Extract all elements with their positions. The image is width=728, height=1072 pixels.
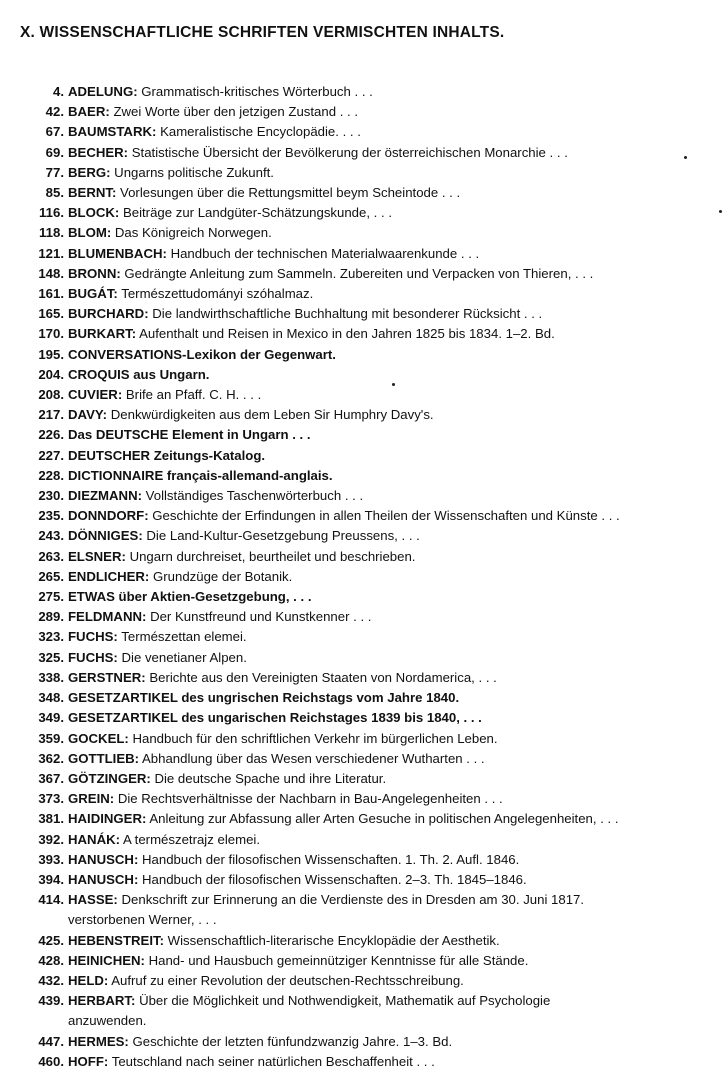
entry-text: [64, 203, 392, 223]
entry-title: Brife an Pfaff. C. H. . . .: [125, 387, 262, 403]
entry-number: 392.: [38, 831, 64, 847]
entry-text: [64, 931, 500, 951]
entry-author: ADELUNG:: [68, 84, 138, 99]
entry-author: BRONN:: [68, 265, 121, 281]
entry-number: 265.: [38, 568, 64, 584]
list-item: [0, 1052, 728, 1072]
entry-number: 217.: [38, 407, 64, 423]
entry-number: 243.: [38, 528, 64, 544]
entry-author: DEUTSCHER Zeitungs-Katalog.: [68, 447, 266, 463]
entry-title: Anleitung zur Abfassung aller Arten Gesuche in politischen Angelegenheiten, . . .: [149, 811, 619, 827]
entry-title: Über die Möglichkeit und Nothwendigkeit, Mathematik auf Psychologie: [139, 993, 551, 1009]
entry-text: [64, 991, 550, 1011]
entry-number: 414.: [38, 892, 64, 908]
entry-text: [64, 446, 265, 466]
entry-text: [64, 385, 261, 405]
entry-author: FUCHS:: [68, 629, 118, 645]
list-item: [0, 203, 728, 223]
entry-text: [64, 870, 527, 890]
entry-title: Handbuch der filosofischen Wissenschaften. 1. Th. 2. Aufl. 1846.: [142, 851, 520, 867]
entry-number: 275.: [38, 589, 64, 605]
entry-text: [64, 345, 336, 365]
entry-text: [64, 143, 568, 163]
entry-text: [64, 668, 497, 688]
list-item: [0, 830, 728, 850]
entry-author: CUVIER:: [68, 387, 123, 403]
list-item: [0, 789, 728, 809]
entry-text: [64, 769, 386, 789]
entry-author: HERMES:: [68, 1033, 129, 1049]
entry-text: [64, 82, 373, 102]
entry-title: Geschichte der letzten fünfundzwanzig Jahre. 1–3. Bd.: [132, 1033, 453, 1049]
entry-title: Ungarn durchreiset, beurtheilet und beschrieben.: [129, 548, 416, 564]
entry-author: GERSTNER:: [68, 669, 146, 685]
entry-author: BAUMSTARK:: [68, 124, 157, 140]
entry-text: [64, 648, 247, 668]
entry-author: HEINICHEN:: [68, 952, 145, 968]
entry-author: FELDMANN:: [68, 609, 147, 625]
list-item: [0, 971, 728, 991]
entry-author: BLOM:: [68, 225, 112, 241]
entry-author: Das DEUTSCHE Element in Ungarn . . .: [68, 427, 311, 443]
list-item: [0, 708, 728, 728]
list-item: [0, 668, 728, 688]
entry-number: 460.: [38, 1053, 64, 1069]
entry-title: Die landwirthschaftliche Buchhaltung mit besonderer Rücksicht . . .: [152, 306, 543, 322]
entry-continuation: anzuwenden.: [68, 1013, 147, 1029]
entry-title: Geschichte der Erfindungen in allen Theilen der Wissenschaften und Künste . . .: [152, 508, 620, 524]
list-item: [0, 749, 728, 769]
list-item: [0, 627, 728, 647]
entry-text: [64, 526, 420, 546]
entry-text: [64, 708, 482, 728]
list-item: [0, 729, 728, 749]
entry-number: 235.: [38, 508, 64, 524]
list-item: [0, 102, 728, 122]
entry-number: 77.: [45, 164, 64, 180]
entry-title: Természettudományi szóhalmaz.: [121, 286, 314, 302]
list-item: [0, 122, 728, 142]
list-item: [0, 850, 728, 870]
list-item: [0, 304, 728, 324]
entry-author: GOTTLIEB:: [68, 750, 140, 766]
entry-text: [64, 405, 434, 425]
entry-author: BLUMENBACH:: [68, 245, 167, 261]
entry-author: BURCHARD:: [68, 306, 149, 322]
entry-number: 195.: [38, 346, 64, 362]
entry-number: 263.: [38, 548, 64, 564]
list-item: [0, 607, 728, 627]
entry-number: 226.: [38, 427, 64, 443]
entry-author: FUCHS:: [68, 649, 118, 665]
list-item: [0, 223, 728, 243]
list-item: [0, 143, 728, 163]
list-item: [0, 1032, 728, 1052]
list-item: [0, 405, 728, 425]
print-speck: [392, 383, 395, 386]
list-item: [0, 163, 728, 183]
entry-text: [64, 304, 542, 324]
entry-text: [64, 587, 312, 607]
entry-text: [64, 971, 464, 991]
entry-continuation: verstorbenen Werner, . . .: [68, 912, 217, 928]
list-item: [0, 931, 728, 951]
list-item: [0, 688, 728, 708]
list-item: [0, 466, 728, 486]
entry-text: [64, 365, 209, 385]
list-item: [0, 526, 728, 546]
entry-author: HANUSCH:: [68, 851, 139, 867]
list-item: [0, 870, 728, 890]
entry-title: Abhandlung über das Wesen verschiedener Wutharten . . .: [142, 750, 485, 766]
entry-number: 289.: [38, 609, 64, 625]
entry-title: Die Rechtsverhältnisse der Nachbarn in Bau-Angelegenheiten . . .: [117, 791, 503, 807]
entry-title: A természetrajz elemei.: [122, 831, 261, 847]
entry-number: 323.: [38, 629, 64, 645]
entry-list: [0, 82, 728, 1072]
list-item: [0, 345, 728, 365]
entry-author: DONNDORF:: [68, 508, 149, 524]
entry-author: BAER:: [68, 104, 110, 120]
entry-number: 67.: [45, 124, 64, 140]
entry-title: Das Königreich Norwegen.: [114, 225, 272, 241]
entry-text: [64, 466, 333, 486]
entry-author: GOCKEL:: [68, 730, 129, 746]
entry-number: 230.: [38, 488, 64, 504]
entry-text: [64, 425, 311, 445]
print-speck: [684, 156, 687, 159]
list-item: [0, 183, 728, 203]
entry-number: 228.: [38, 467, 64, 483]
entry-number: 367.: [38, 770, 64, 786]
entry-title: Handbuch der filosofischen Wissenschaften. 2–3. Th. 1845–1846.: [142, 871, 527, 887]
list-item: [0, 425, 728, 445]
list-item: [0, 769, 728, 789]
entry-author: ETWAS über Aktien-Gesetzgebung, . . .: [68, 589, 312, 605]
list-item: [0, 809, 728, 829]
entry-author: HANUSCH:: [68, 871, 139, 887]
entry-title: Ungarns politische Zukunft.: [114, 164, 274, 180]
entry-title: Die venetianer Alpen.: [121, 649, 247, 665]
entry-number: 348.: [38, 690, 64, 706]
entry-author: HERBART:: [68, 993, 136, 1009]
entry-text: [64, 264, 593, 284]
entry-number: 393.: [38, 851, 64, 867]
entry-number: 362.: [38, 750, 64, 766]
entry-title: Hand- und Hausbuch gemeinnütziger Kenntnisse für alle Stände.: [148, 952, 529, 968]
entry-number: 42.: [45, 104, 64, 120]
entry-text: [64, 324, 555, 344]
entry-author: BERNT:: [68, 185, 117, 201]
entry-number: 116.: [39, 205, 64, 221]
list-item: [0, 991, 728, 1011]
entry-number: 4.: [53, 84, 64, 99]
entry-author: BECHER:: [68, 144, 129, 160]
entry-number: 447.: [38, 1033, 64, 1049]
entry-text: [64, 627, 247, 647]
entry-title: Berichte aus den Vereinigten Staaten von Nordamerica, . . .: [149, 669, 497, 685]
list-item: [0, 506, 728, 526]
entry-text: [64, 547, 415, 567]
entry-title: Gedrängte Anleitung zum Sammeln. Zubereiten und Verpacken von Thieren, . . .: [124, 265, 594, 281]
list-item: [0, 82, 728, 102]
entry-text: [64, 749, 485, 769]
entry-text: [64, 567, 292, 587]
entry-number: 349.: [38, 710, 64, 726]
entry-author: HEBENSTREIT:: [68, 932, 164, 948]
entry-author: GESETZARTIKEL des ungrischen Reichstags vom Jahre 1840.: [68, 690, 460, 706]
entry-author: GESETZARTIKEL des ungarischen Reichstages 1839 bis 1840, . . .: [68, 710, 482, 726]
list-item: [0, 284, 728, 304]
entry-author: DÖNNIGES:: [68, 528, 143, 544]
entry-author: HAIDINGER:: [68, 811, 147, 827]
entry-number: 227.: [38, 447, 64, 463]
entry-text: [64, 850, 519, 870]
entry-number: 204.: [38, 366, 64, 382]
list-item: [0, 547, 728, 567]
entry-title: Grammatisch-kritisches Wörterbuch . . .: [141, 84, 373, 99]
entry-number: 170.: [38, 326, 64, 342]
entry-title: Denkwürdigkeiten aus dem Leben Sir Humphry Davy's.: [110, 407, 434, 423]
entry-number: 325.: [38, 649, 64, 665]
entry-text: [64, 163, 274, 183]
entry-number: 381.: [38, 811, 64, 827]
entry-title: Denkschrift zur Erinnerung an die Verdienste des in Dresden am 30. Juni 1817.: [121, 892, 585, 908]
entry-number: 425.: [38, 932, 64, 948]
list-item: [0, 486, 728, 506]
entry-title: Statistische Übersicht der Bevölkerung der österreichischen Monarchie . . .: [131, 144, 568, 160]
list-item: [0, 890, 728, 910]
list-item: [0, 324, 728, 344]
entry-number: 69.: [45, 144, 64, 160]
entry-number: 85.: [45, 185, 64, 201]
entry-author: HOFF:: [68, 1053, 109, 1069]
list-item: [0, 648, 728, 668]
entry-text: [64, 789, 503, 809]
entry-author: GREIN:: [68, 791, 115, 807]
entry-text: [64, 244, 479, 264]
entry-author: BUGÁT:: [68, 286, 118, 302]
entry-author: CONVERSATIONS-Lexikon der Gegenwart.: [68, 346, 336, 362]
entry-text: [64, 830, 260, 850]
entry-number: 439.: [38, 993, 64, 1009]
entry-title: Wissenschaftlich-literarische Encyklopädie der Aesthetik.: [167, 932, 500, 948]
entry-title: Aufenthalt und Reisen in Mexico in den Jahren 1825 bis 1834. 1–2. Bd.: [139, 326, 555, 342]
entry-title: Természettan elemei.: [121, 629, 247, 645]
entry-title: Kameralistische Encyclopädie. . . .: [160, 124, 361, 140]
entry-text: [64, 506, 620, 526]
list-item: [0, 385, 728, 405]
section-heading: X. WISSENSCHAFTLICHE SCHRIFTEN VERMISCHTEN INHALTS.: [20, 24, 505, 41]
entry-title: Der Kunstfreund und Kunstkenner . . .: [150, 609, 372, 625]
entry-number: 428.: [38, 952, 64, 968]
entry-text: [64, 729, 498, 749]
entry-text: [64, 951, 528, 971]
entry-author: CROQUIS aus Ungarn.: [68, 366, 210, 382]
print-speck: [719, 210, 722, 213]
entry-title: Grundzüge der Botanik.: [153, 568, 293, 584]
entry-author: DICTIONNAIRE français-allemand-anglais.: [68, 467, 333, 483]
list-item: [0, 951, 728, 971]
entry-author: ENDLICHER:: [68, 568, 150, 584]
entry-text: [64, 688, 459, 708]
entry-number: 359.: [38, 730, 64, 746]
entry-text: [64, 1032, 452, 1052]
entry-title: Teutschland nach seiner natürlichen Beschaffenheit . . .: [111, 1053, 435, 1069]
entry-text: [64, 284, 313, 304]
entry-number: 161.: [38, 286, 64, 302]
entry-number: 432.: [38, 972, 64, 988]
entry-number: 121.: [38, 245, 64, 261]
entry-author: BERG:: [68, 164, 111, 180]
entry-author: HELD:: [68, 972, 109, 988]
entry-text: [64, 1052, 435, 1072]
entry-number: 394.: [38, 871, 64, 887]
entry-author: GÖTZINGER:: [68, 770, 151, 786]
entry-number: 208.: [38, 387, 64, 403]
entry-title: Handbuch der technischen Materialwaarenkunde . . .: [170, 245, 480, 261]
entry-number: 118.: [39, 225, 64, 241]
entry-text: [64, 890, 584, 910]
list-item: [0, 446, 728, 466]
entry-number: 148.: [38, 265, 64, 281]
entry-title: Zwei Worte über den jetzigen Zustand . . .: [113, 104, 359, 120]
entry-text: [64, 223, 272, 243]
entry-author: DIEZMANN:: [68, 488, 142, 504]
entry-text: [64, 486, 363, 506]
entry-number: 165.: [38, 306, 64, 322]
entry-text: [64, 809, 619, 829]
entry-title: Handbuch für den schriftlichen Verkehr im bürgerlichen Leben.: [132, 730, 498, 746]
entry-title: Vorlesungen über die Rettungsmittel beym Scheintode . . .: [120, 185, 461, 201]
entry-author: BURKART:: [68, 326, 137, 342]
entry-title: Die Land-Kultur-Gesetzgebung Preussens, . . .: [146, 528, 420, 544]
entry-number: 373.: [38, 791, 64, 807]
entry-title: Beiträge zur Landgüter-Schätzungskunde, . . .: [122, 205, 392, 221]
entry-title: Vollständiges Taschenwörterbuch . . .: [145, 488, 364, 504]
list-item: [0, 244, 728, 264]
entry-text: [64, 183, 460, 203]
entry-author: BLOCK:: [68, 205, 120, 221]
entry-number: 338.: [38, 669, 64, 685]
entry-text: [64, 102, 358, 122]
entry-text: [64, 607, 371, 627]
list-item: [0, 264, 728, 284]
list-item: [0, 567, 728, 587]
list-item: [0, 365, 728, 385]
entry-author: HANÁK:: [68, 831, 121, 847]
entry-author: ELSNER:: [68, 548, 126, 564]
entry-author: DAVY:: [68, 407, 108, 423]
list-item: [0, 587, 728, 607]
entry-title: Die deutsche Spache und ihre Literatur.: [154, 770, 387, 786]
entry-author: HASSE:: [68, 892, 118, 908]
entry-text: [64, 122, 361, 142]
entry-title: Aufruf zu einer Revolution der deutschen-Rechtsschreibung.: [111, 972, 464, 988]
